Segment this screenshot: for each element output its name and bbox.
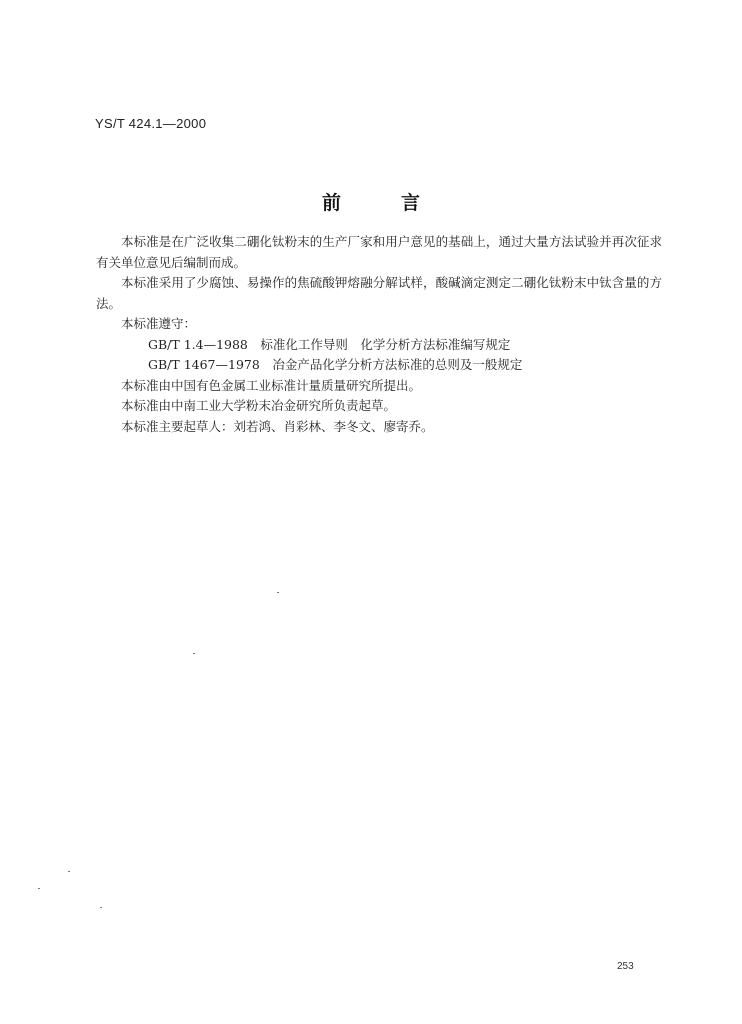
paragraph-proposer: 本标准由中国有色金属工业标准计量质量研究所提出。 [121,377,422,393]
scan-speck [38,888,40,889]
paragraph-compliance: 本标准遵守： [121,316,197,331]
scan-speck [277,592,279,593]
scan-speck [193,653,195,654]
page-number: 253 [617,961,634,972]
paragraph-method: 本标准采用了少腐蚀、易操作的焦硫酸钾熔融分解试样，酸碱滴定测定二硼化钛粉末中钛含量的方法。 [96,275,662,311]
standard-code: YS/T 424.1—2000 [95,116,207,131]
foreword-body [96,232,662,437]
scan-speck [100,907,102,908]
reference-standard-1: GB/T 1.4—1988 标准化工作导则 化学分析方法标准编写规定 [148,336,511,352]
scan-speck [68,871,70,872]
paragraph-intro: 本标准是在广泛收集二硼化钛粉末的生产厂家和用户意见的基础上，通过大量方法试验并再次征求有关单位意见后编制而成。 [96,234,662,270]
reference-standard-2: GB/T 1467—1978 冶金产品化学分析方法标准的总则及一般规定 [148,357,523,372]
paragraph-drafter: 本标准由中南工业大学粉末冶金研究所负责起草。 [121,398,397,413]
page-title: 前言 [321,192,480,214]
paragraph-authors: 本标准主要起草人：刘若鸿、肖彩林、李冬文、廖寄乔。 [121,418,434,434]
